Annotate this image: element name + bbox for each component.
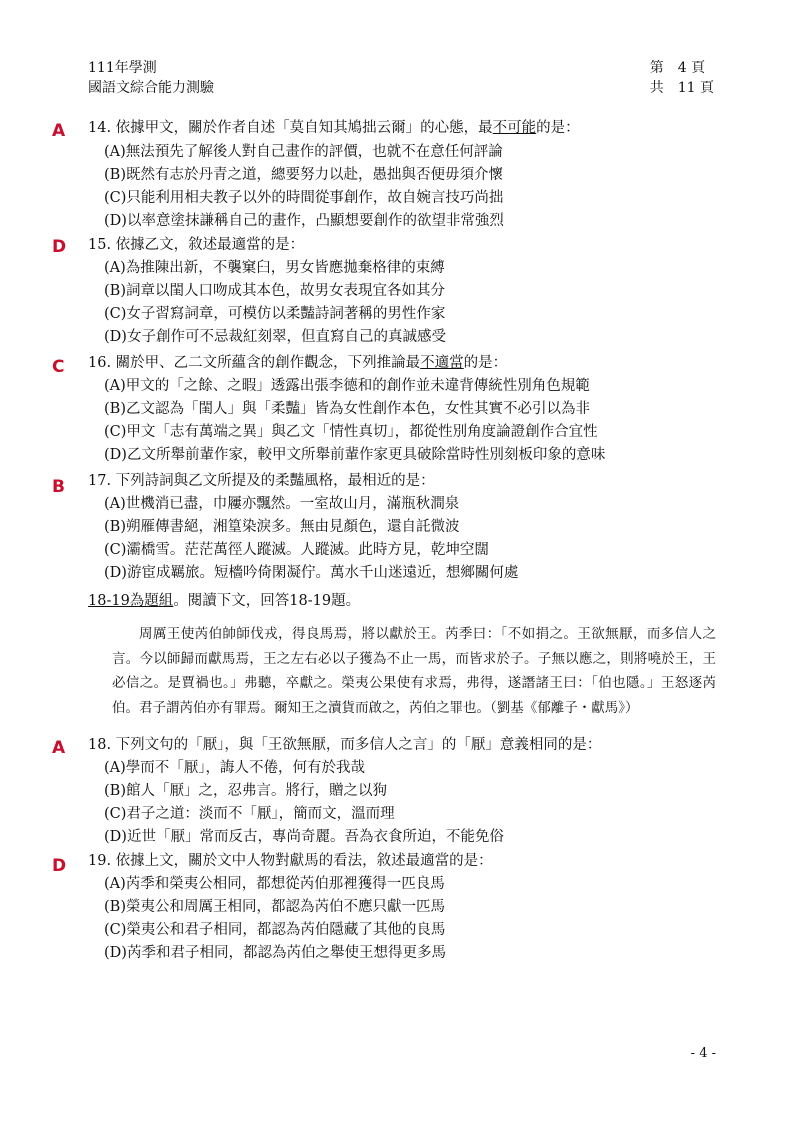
option-c: (C)君子之道：淡而不「厭」，簡而文，溫而理: [104, 806, 395, 822]
option-c: (C)灞橋雪。茫茫萬徑人蹤滅。人蹤滅。此時方見，乾坤空闊: [104, 542, 489, 558]
option-d: (D)芮季和君子相同，都認為芮伯之舉使王想得更多馬: [104, 945, 446, 961]
question-stem: 16. 關於甲、乙二文所蘊含的創作觀念，下列推論最不適當的是：: [88, 355, 508, 371]
reading-passage: [112, 622, 716, 720]
option-a: (A)為推陳出新，不襲窠臼，男女皆應拋棄格律的束縛: [104, 260, 445, 276]
page-label: 第 4 頁: [649, 60, 706, 76]
option-b: (B)館人「厭」之，忍弗言。將行，贈之以狗: [104, 783, 387, 799]
question-stem: 14. 依據甲文，關於作者自述「莫自知其鳩拙云爾」的心態，最不可能的是：: [88, 120, 580, 136]
answer-mark: C: [52, 357, 65, 377]
option-a: (A)學而不「厭」，誨人不倦，何有於我哉: [104, 760, 366, 776]
option-a: (A)世機消已盡，巾屨亦飄然。一室故山月，滿瓶秋澗泉: [104, 496, 460, 512]
option-b: (B)朔雁傳書絕，湘篁染淚多。無由見顏色，還自託微波: [104, 519, 460, 535]
question-stem: 15. 依據乙文，敘述最適當的是：: [88, 237, 305, 253]
option-d: (D)近世「厭」常而反古，專尚奇麗。吾為衣食所迫，不能免俗: [104, 829, 504, 845]
question-group-heading: 18-19為題組。閱讀下文，回答18-19題。: [88, 593, 361, 609]
page-number: - 4 -: [690, 1046, 716, 1061]
option-a: (A)芮季和榮夷公相同，都想從芮伯那裡獲得一匹良馬: [104, 876, 445, 892]
answer-mark: D: [52, 856, 67, 876]
passage-text: 周厲王使芮伯帥師伐戎，得良馬焉，將以獻於王。芮季曰：「不如捐之。王欲無厭，而多信人之言。今以師歸而獻馬焉，王之左右必以子獲為不止一馬，而皆求於子。子無以應之，則將嘵於王，王必信之。是賈禍也。」弗聽，卒獻之。榮夷公果使有求焉，弗得，遂譖諸王曰：「伯也隱。」王怒逐芮伯。君子謂芮伯亦有罪焉。爾知王之瀆貨而啟之，芮伯之罪也。（劉基《郁離子・獻馬》）: [112, 626, 716, 716]
option-b: (B)榮夷公和周厲王相同，都認為芮伯不應只獻一匹馬: [104, 899, 445, 915]
answer-mark: D: [52, 237, 67, 257]
exam-title: 111年學測: [88, 60, 157, 76]
option-d: (D)游宦成羈旅。短檣吟倚閑凝佇。萬水千山迷遠近，想鄉關何處: [104, 565, 519, 581]
option-d: (D)女子創作可不忌裁紅刻翠，但直寫自己的真誠感受: [104, 329, 446, 345]
total-pages-label: 共 11 頁: [649, 80, 714, 96]
answer-mark: A: [52, 738, 66, 758]
answer-mark: B: [52, 477, 65, 497]
exam-header-left: [88, 58, 214, 98]
option-c: (C)甲文「志有萬端之異」與乙文「情性真切」，都從性別角度論證創作合宜性: [104, 424, 598, 440]
question-stem: 19. 依據上文，關於文中人物對獻馬的看法，敘述最適當的是：: [88, 853, 493, 869]
option-c: (C)榮夷公和君子相同，都認為芮伯隱藏了其他的良馬: [104, 922, 446, 938]
question-stem: 18. 下列文句的「厭」，與「王欲無厭，而多信人之言」的「厭」意義相同的是：: [88, 737, 602, 753]
option-d: (D)乙文所舉前輩作家，較甲文所舉前輩作家更具破除當時性別刻板印象的意味: [104, 447, 606, 463]
option-b: (B)乙文認為「閨人」與「柔豔」皆為女性創作本色，女性其實不必引以為非: [104, 401, 590, 417]
option-c: (C)女子習寫詞章，可模仿以柔豔詩詞著稱的男性作家: [104, 306, 446, 322]
answer-mark: A: [52, 121, 66, 141]
question-stem: 17. 下列詩詞與乙文所提及的柔豔風格，最相近的是：: [88, 473, 435, 489]
option-d: (D)以率意塗抹謙稱自己的畫作，凸顯想要創作的欲望非常強烈: [104, 213, 504, 229]
option-a: (A)無法預先了解後人對自己畫作的評價，也就不在意任何評論: [104, 144, 503, 160]
option-b: (B)既然有志於丹青之道，總要努力以赴，愚拙與否便毋須介懷: [104, 167, 503, 183]
option-a: (A)甲文的「之餘、之暇」透露出張李德和的創作並未違背傳統性別角色規範: [104, 378, 590, 394]
option-b: (B)詞章以閨人口吻成其本色，故男女表現宜各如其分: [104, 283, 445, 299]
subject-title: 國語文綜合能力測驗: [88, 80, 214, 96]
option-c: (C)只能利用相夫教子以外的時間從事創作，故自婉言技巧尚拙: [104, 190, 504, 206]
exam-header-right: [650, 58, 714, 98]
